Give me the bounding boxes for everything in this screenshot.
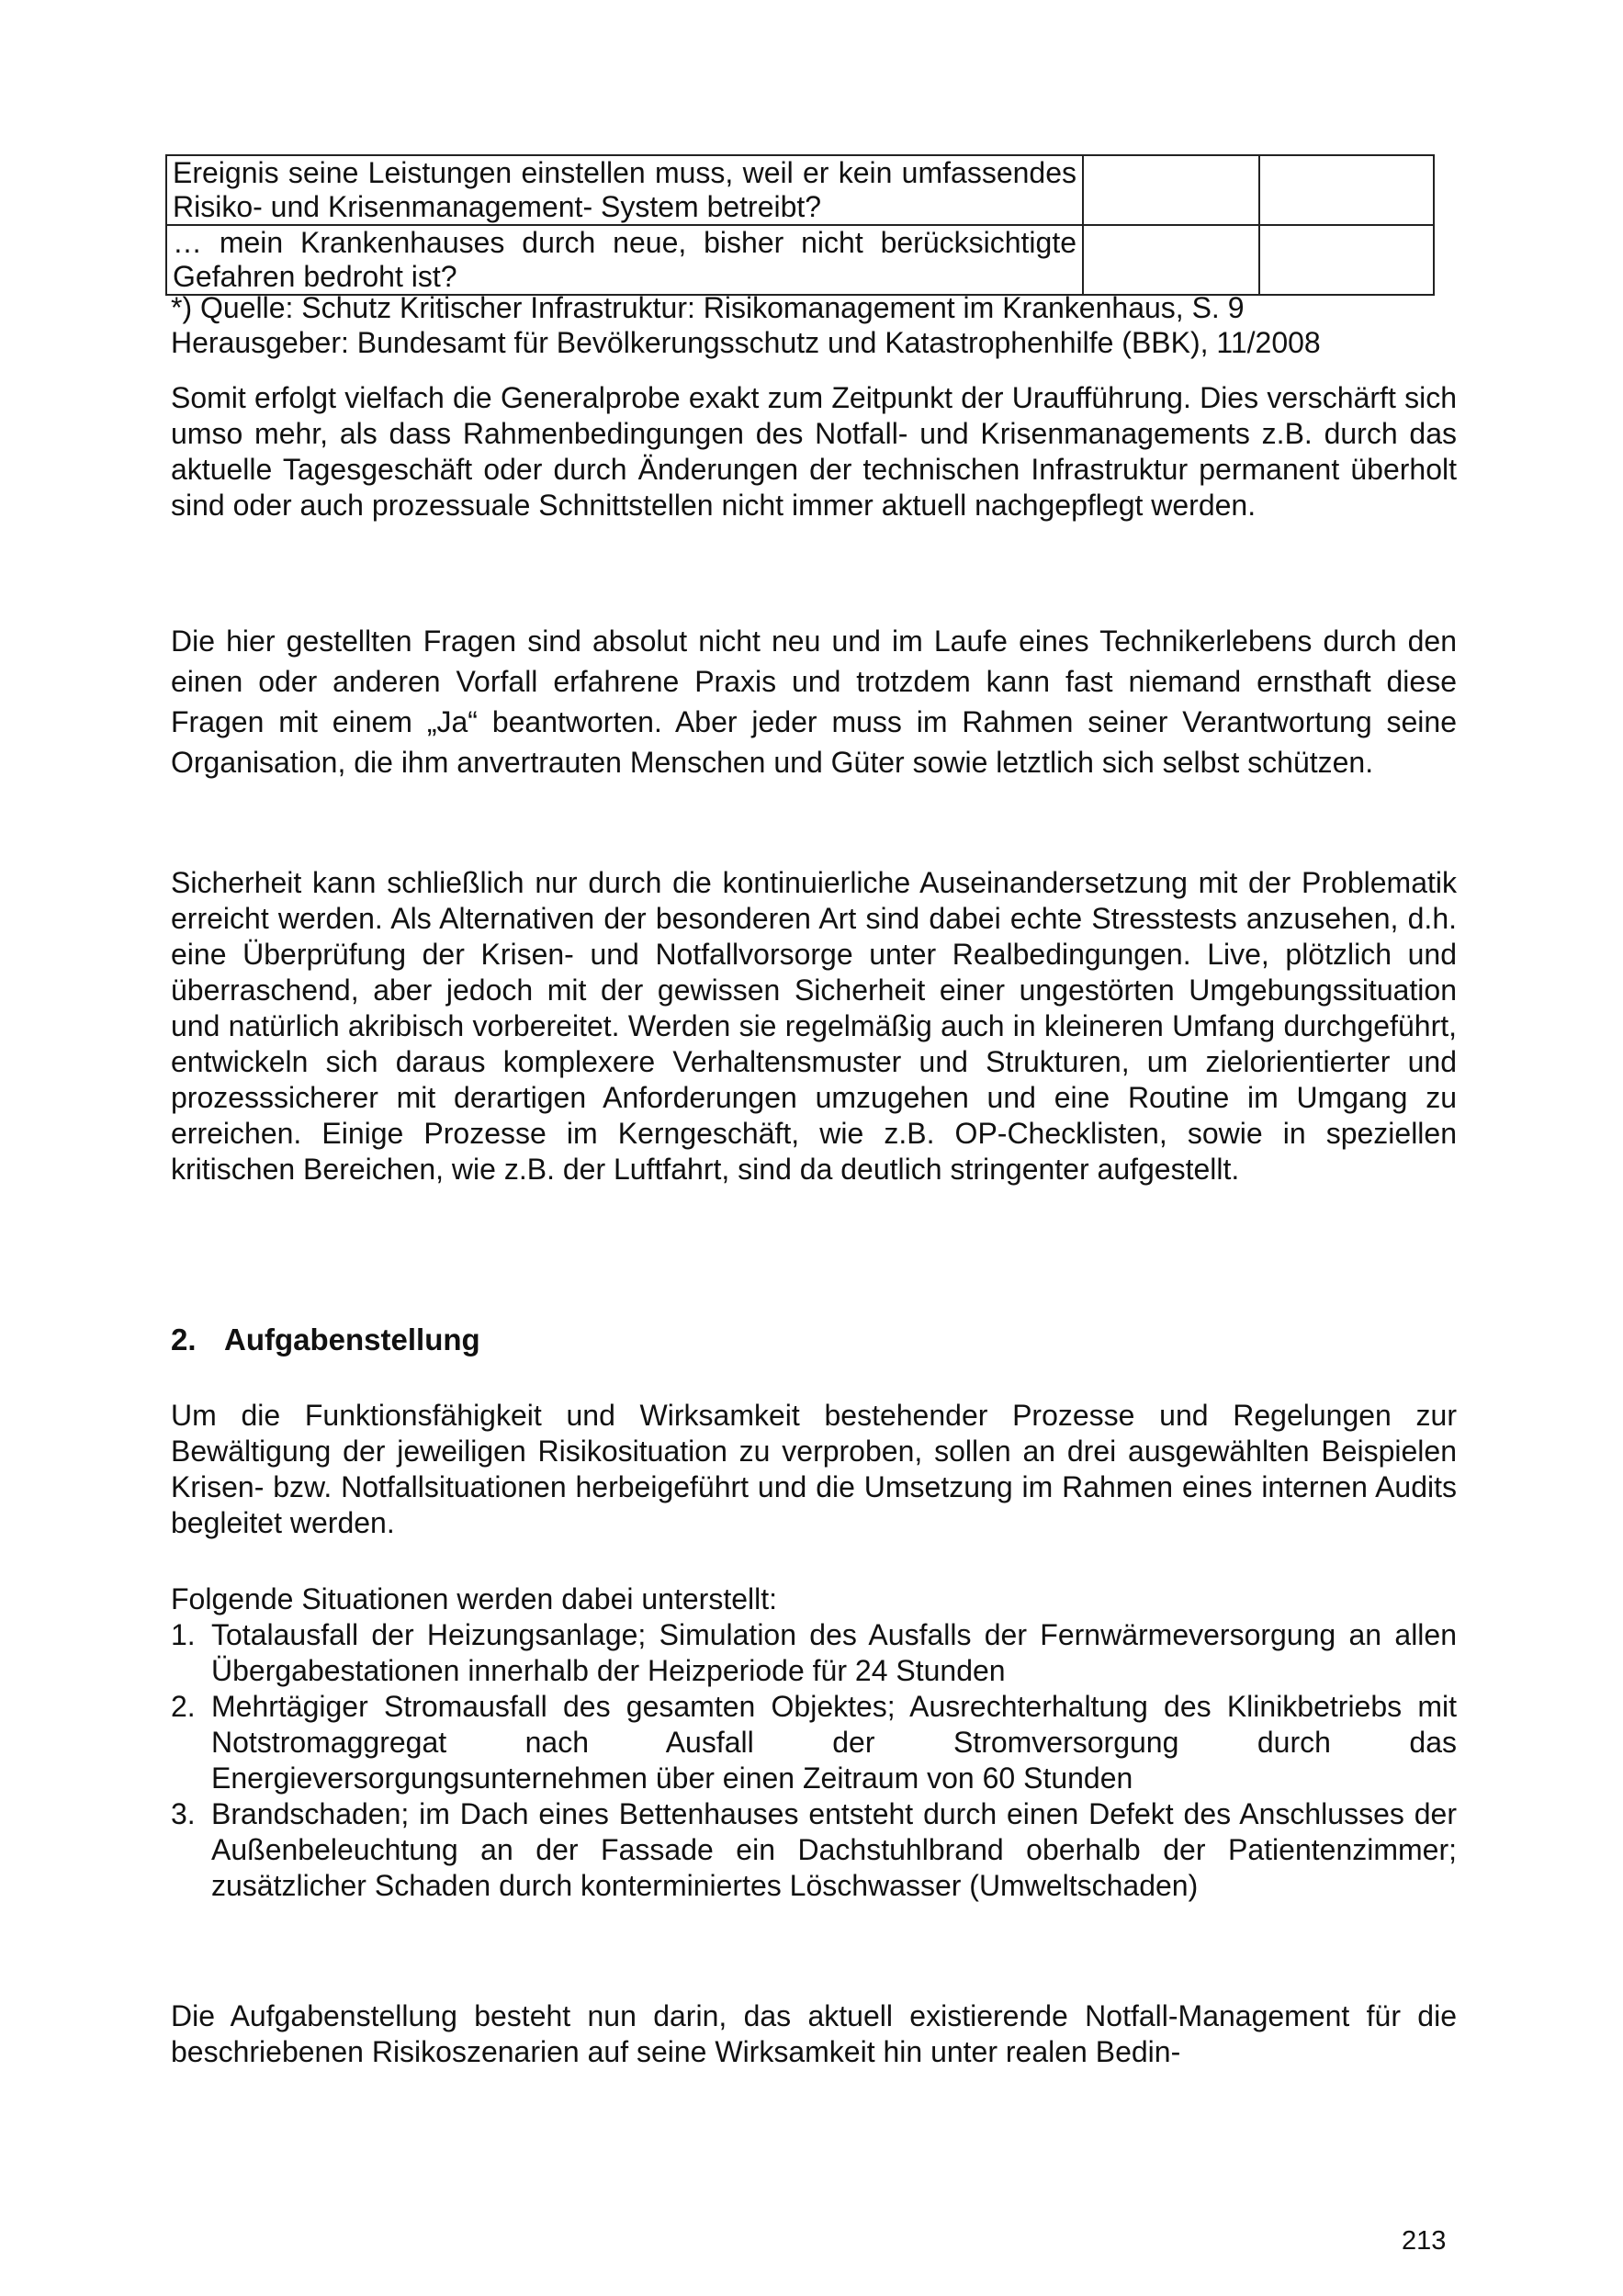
table-cell-question: … mein Krankenhauses durch neue, bisher nicht berücksichtigte Gefahren bedroht ist? [166,225,1083,295]
list-item [171,1689,1457,1796]
situation-list [171,1617,1457,1904]
list-item-number: 2. [171,1690,196,1723]
section-number: 2. [171,1322,197,1356]
paragraph: Folgende Situationen werden dabei unterstellt: [171,1582,777,1615]
page-number: 213 [1402,2226,1447,2256]
section-heading [171,1322,480,1357]
table-cell-answer [1083,155,1259,225]
table-cell-question: Ereignis seine Leistungen einstellen muss, weil er kein umfassendes Risiko- und Krisenmanagement- System betreibt? [166,155,1083,225]
source-note [171,290,1457,360]
list-item-number: 1. [171,1618,196,1651]
paragraph: Die Aufgabenstellung besteht nun darin, das aktuell existierende Notfall-Management für die beschriebenen Risikoszenarien auf seine Wirksamkeit hin unter realen Bedin- [171,1999,1457,2068]
table-cell-answer [1259,225,1434,295]
publisher-line: Herausgeber: Bundesamt für Bevölkerungsschutz und Katastrophenhilfe (BBK), 11/2008 [171,326,1321,359]
list-item-text: Mehrtägiger Stromausfall des gesamten Objektes; Ausrechterhaltung des Klinikbetriebs mit Notstromaggregat nach Ausfall der Stromversorgung durch das Energieversorgungsunternehmen über einen Zeitraum von 60 Stunden [211,1690,1457,1795]
list-item-text: Brandschaden; im Dach eines Bettenhauses entsteht durch einen Defekt des Anschlusses der Außenbeleuchtung an der Fassade ein Dachstuhlbrand oberhalb der Patientenzimmer; zusätzlicher Schaden durch konterminiertes Löschwasser (Umweltschaden) [211,1797,1457,1902]
table-row [166,225,1434,295]
list-item [171,1617,1457,1689]
list-item [171,1796,1457,1904]
section-title: Aufgabenstellung [224,1322,480,1356]
paragraph: Somit erfolgt vielfach die Generalprobe exakt zum Zeitpunkt der Uraufführung. Dies verschärft sich umso mehr, als dass Rahmenbedingungen des Notfall- und Krisenmanagements z.B. durch das aktuelle Tagesgeschäft oder durch Änderungen der technischen Infrastruktur permanent überholt sind oder auch prozessuale Schnittstellen nicht immer aktuell nachgepflegt werden. [171,381,1457,522]
paragraph: Sicherheit kann schließlich nur durch die kontinuierliche Auseinandersetzung mit der Problematik erreicht werden. Als Alternativen der besonderen Art sind dabei echte Stresstests anzusehen, d.h. eine Überprüfung der Krisen- und Notfallvorsorge unter Realbedingungen. Live, plötzlich und überraschend, aber jedoch mit der gewissen Sicherheit einer ungestörten Umgebungssituation und natürlich akribisch vorbereitet. Werden sie regelmäßig auch in kleineren Umfang durchgeführt, entwickeln sich daraus komplexere Verhaltensmuster und Strukturen, um zielorientierter und prozesssicherer mit derartigen Anforderungen umzugehen und eine Routine im Umgang zu erreichen. Einige Prozesse im Kerngeschäft, wie z.B. OP-Checklisten, sowie in speziellen kritischen Bereichen, wie z.B. der Luftfahrt, sind da deutlich stringenter aufgestellt. [171,866,1457,1186]
paragraph: Um die Funktionsfähigkeit und Wirksamkeit bestehender Prozesse und Regelungen zur Bewältigung der jeweiligen Risikosituation zu verproben, sollen an drei ausgewählten Beispielen Krisen- bzw. Notfallsituationen herbeigeführt und die Umsetzung im Rahmen eines internen Audits begleitet werden. [171,1399,1457,1539]
list-item-number: 3. [171,1797,196,1830]
source-line: *) Quelle: Schutz Kritischer Infrastruktur: Risikomanagement im Krankenhaus, S. 9 [171,291,1245,324]
table-cell-answer [1259,155,1434,225]
table-row [166,155,1434,225]
paragraph: Die hier gestellten Fragen sind absolut nicht neu und im Laufe eines Technikerlebens durch den einen oder anderen Vorfall erfahrene Praxis und trotzdem kann fast niemand ernsthaft diese Fragen mit einem „Ja“ beantworten. Aber jeder muss im Rahmen seiner Verantwortung seine Organisation, die ihm anvertrauten Menschen und Güter sowie letztlich sich selbst schützen. [171,625,1457,779]
table-cell-answer [1083,225,1259,295]
list-item-text: Totalausfall der Heizungsanlage; Simulation des Ausfalls der Fernwärmeversorgung an allen Übergabestationen innerhalb der Heizperiode für 24 Stunden [211,1618,1457,1687]
question-table [165,154,1435,296]
